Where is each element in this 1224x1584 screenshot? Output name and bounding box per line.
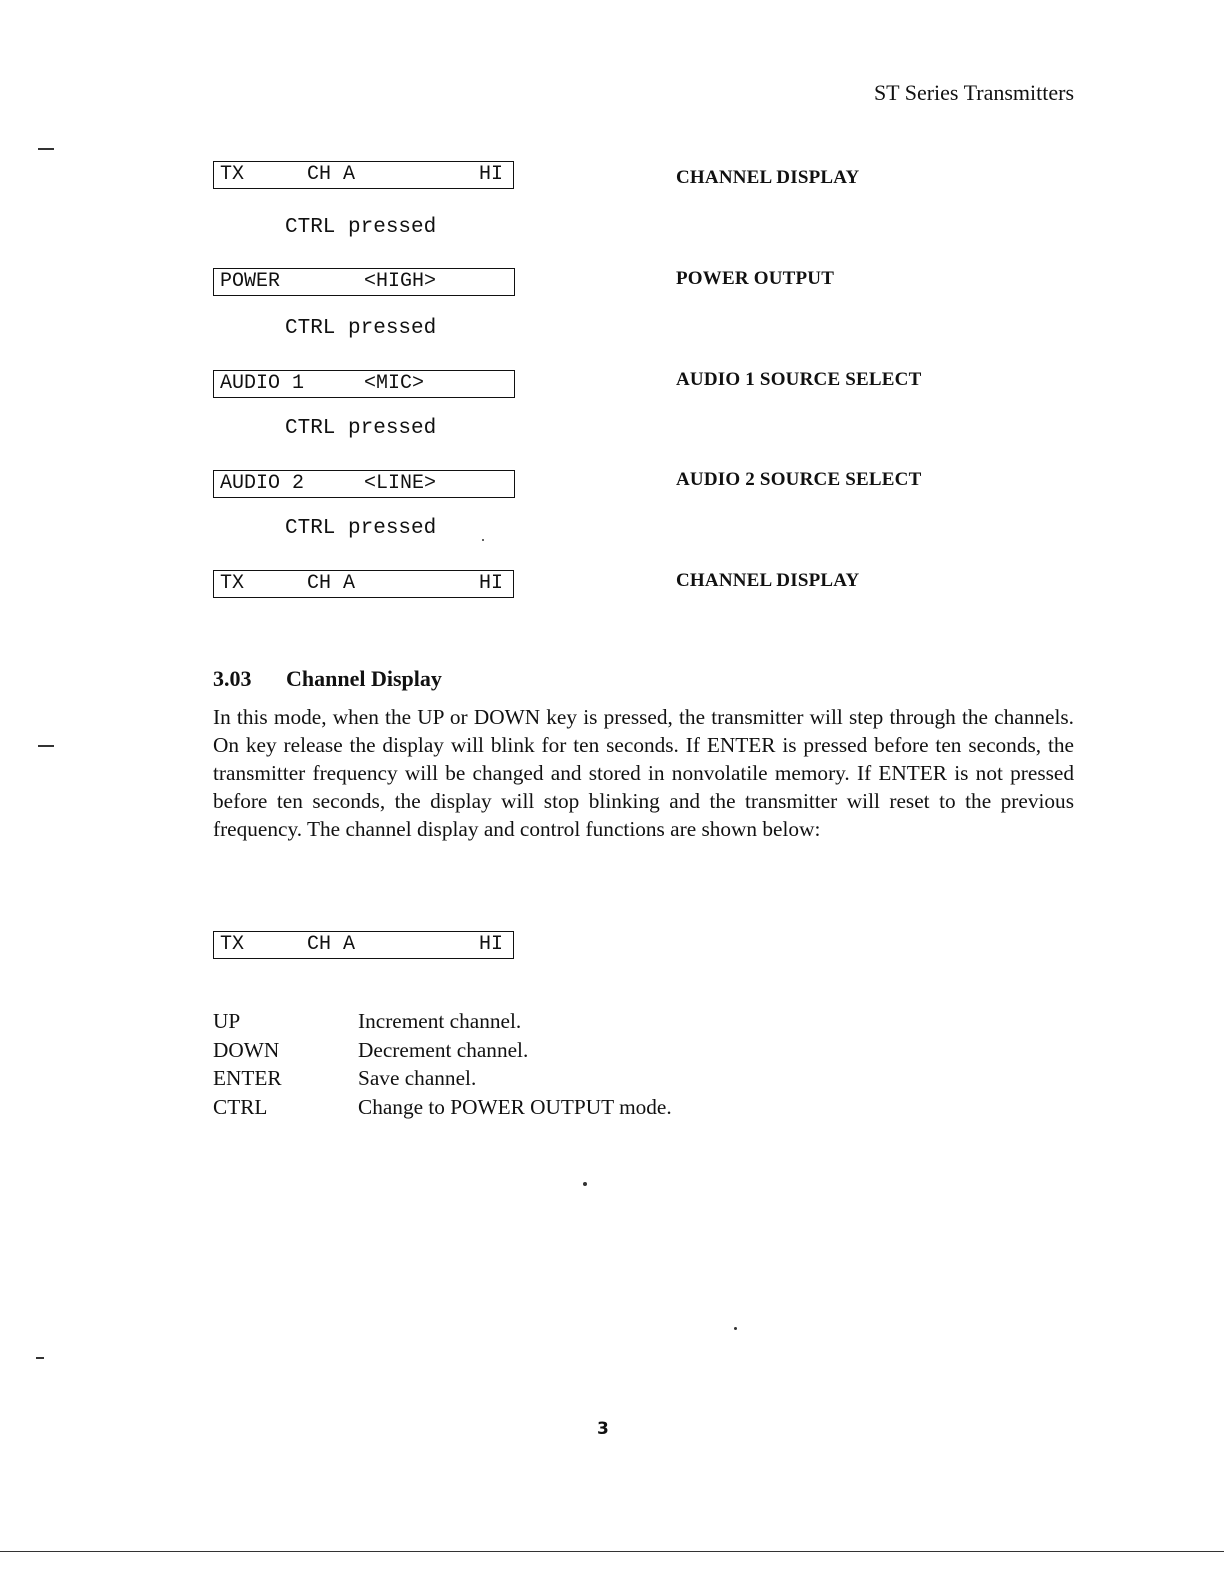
- scan-mark: [583, 1182, 587, 1186]
- lcd-field: HI: [479, 163, 504, 186]
- ctrl-pressed-step: CTRL pressed: [285, 417, 437, 440]
- lcd-field: HI: [479, 933, 504, 956]
- scan-mark: [38, 745, 54, 747]
- key-description: Save channel.: [358, 1066, 477, 1091]
- lcd-field: AUDIO 1: [220, 372, 305, 395]
- section-body-paragraph: In this mode, when the UP or DOWN key is pressed, the transmitter will step through the channels. On key release the display will blink for ten seconds. If ENTER is pressed before ten seconds, the transmitter frequency will be changed and stored in nonvolatile memory. If ENTER is not pressed before ten seconds, the display will stop blinking and the transmitter will reset to the previous frequency. The channel display and control functions are shown below:: [213, 705, 1074, 841]
- lcd-display-audio-1: [213, 370, 515, 398]
- lcd-field: HI: [479, 572, 504, 595]
- key-row: [213, 1064, 813, 1093]
- key-function-table: [213, 1007, 813, 1121]
- key-name: CTRL: [213, 1094, 268, 1119]
- lcd-display-channel: [213, 570, 514, 598]
- lcd-field: <LINE>: [364, 472, 437, 495]
- key-name: UP: [213, 1009, 241, 1033]
- scan-mark: [482, 539, 484, 541]
- section-heading: [213, 666, 442, 692]
- page-number: 3: [597, 1419, 609, 1439]
- section-number: 3.03: [213, 666, 252, 691]
- key-name: ENTER: [213, 1066, 282, 1091]
- mode-label: AUDIO 2 SOURCE SELECT: [676, 469, 922, 490]
- bottom-rule: [0, 1551, 1224, 1552]
- key-row: [213, 1036, 813, 1065]
- ctrl-pressed-step: CTRL pressed: [285, 317, 437, 340]
- key-description: Decrement channel.: [358, 1037, 529, 1062]
- key-row: [213, 1007, 813, 1036]
- lcd-field: CH A: [307, 933, 356, 956]
- mode-label: AUDIO 1 SOURCE SELECT: [676, 369, 922, 390]
- lcd-field: <MIC>: [364, 372, 425, 395]
- lcd-field: CH A: [307, 572, 356, 595]
- lcd-field: TX: [220, 572, 245, 595]
- ctrl-pressed-step: CTRL pressed: [285, 517, 437, 540]
- scan-mark: [36, 1357, 44, 1359]
- key-row: [213, 1093, 813, 1122]
- lcd-display-channel: [213, 161, 514, 189]
- key-name: DOWN: [213, 1037, 280, 1062]
- running-header: ST Series Transmitters: [873, 80, 1074, 105]
- lcd-display-channel-example: [213, 931, 514, 959]
- lcd-display-power: [213, 268, 515, 296]
- mode-label: CHANNEL DISPLAY: [676, 570, 860, 591]
- lcd-field: CH A: [307, 163, 356, 186]
- lcd-field: TX: [220, 933, 245, 956]
- section-title: Channel Display: [286, 666, 442, 691]
- lcd-field: <HIGH>: [364, 270, 437, 293]
- key-description: Increment channel.: [358, 1009, 522, 1033]
- lcd-field: POWER: [220, 270, 281, 293]
- ctrl-pressed-step: CTRL pressed: [285, 216, 437, 239]
- scan-mark: [734, 1327, 737, 1330]
- mode-label: POWER OUTPUT: [676, 268, 835, 289]
- lcd-display-audio-2: [213, 470, 515, 498]
- lcd-field: TX: [220, 163, 245, 186]
- key-description: Change to POWER OUTPUT mode.: [358, 1094, 672, 1119]
- scan-mark: [38, 148, 54, 150]
- mode-label: CHANNEL DISPLAY: [676, 167, 860, 188]
- lcd-field: AUDIO 2: [220, 472, 305, 495]
